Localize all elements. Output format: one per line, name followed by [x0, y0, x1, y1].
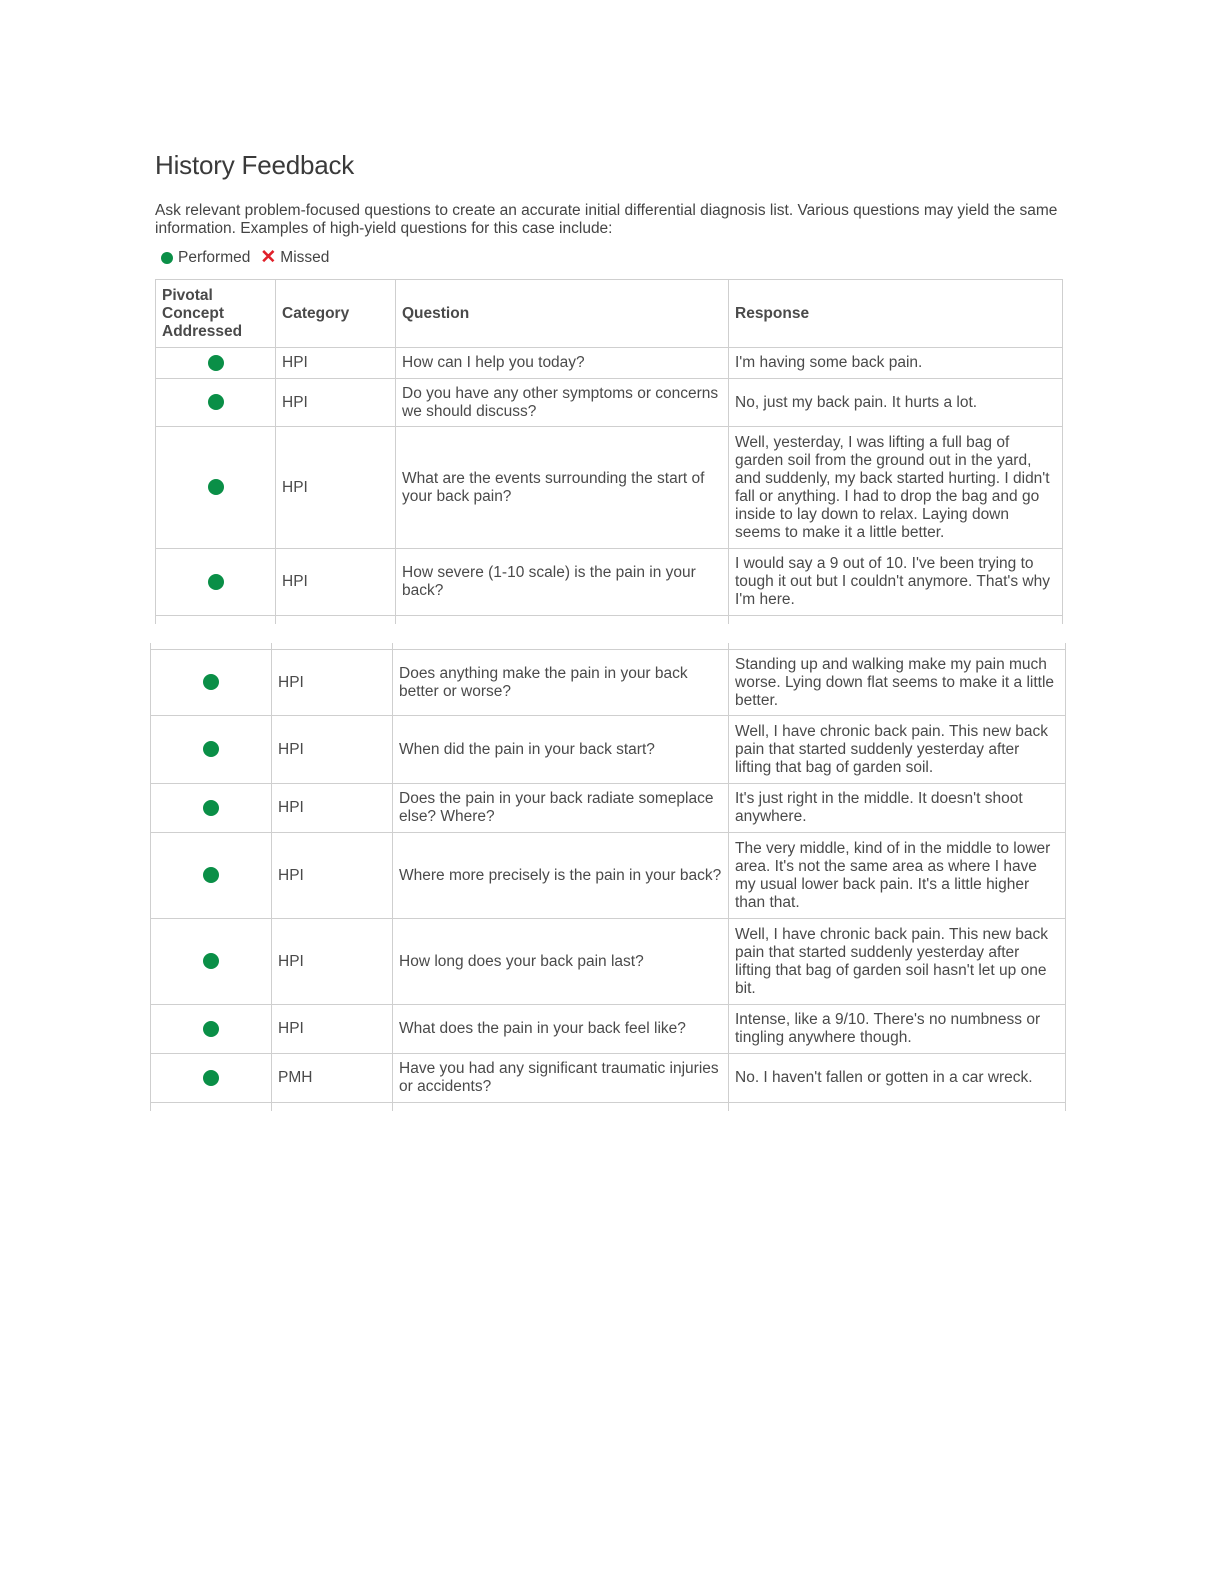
performed-dot-icon [203, 1021, 219, 1037]
performed-dot-icon [203, 953, 219, 969]
category-cell: PMH [272, 1054, 393, 1103]
response-cell: No. I haven't fallen or gotten in a car wreck. [729, 1054, 1066, 1103]
header-pivotal: Pivotal Concept Addressed [156, 280, 276, 348]
question-cell: What does the pain in your back feel like? [393, 1005, 729, 1054]
performed-dot-icon [208, 394, 224, 410]
table-row [156, 379, 1063, 427]
table-row [151, 919, 1066, 1005]
status-cell [156, 549, 276, 616]
intro-text: Ask relevant problem-focused questions to create an accurate initial differential diagnosis list. Various questions may yield the same information. Examples of high-yield questions for this case include: [155, 202, 1058, 237]
question-cell: Does anything make the pain in your back better or worse? [393, 650, 729, 716]
table-row [151, 1054, 1066, 1103]
response-cell: The very middle, kind of in the middle to lower area. It's not the same area as where I have my usual lower back pain. It's a little higher than that. [729, 833, 1066, 919]
question-cell: Where more precisely is the pain in your back? [393, 833, 729, 919]
category-cell: HPI [272, 716, 393, 784]
status-cell [151, 919, 272, 1005]
response-cell: Well, I have chronic back pain. This new back pain that started suddenly yesterday after lifting that bag of garden soil hasn't let up one bit. [729, 919, 1066, 1005]
status-cell [151, 784, 272, 833]
performed-dot-icon [208, 479, 224, 495]
response-cell: I'm having some back pain. [729, 348, 1063, 379]
legend-performed-label: Performed [178, 249, 251, 266]
performed-dot-icon [203, 1070, 219, 1086]
performed-dot-icon [203, 800, 219, 816]
table-row [156, 348, 1063, 379]
status-cell [156, 379, 276, 427]
category-cell: HPI [276, 379, 396, 427]
question-cell: How severe (1-10 scale) is the pain in your back? [396, 549, 729, 616]
category-cell: HPI [272, 784, 393, 833]
legend-missed-label: Missed [280, 249, 330, 266]
performed-dot-icon [203, 674, 219, 690]
status-cell [151, 1054, 272, 1103]
header-category: Category [276, 280, 396, 348]
history-table-part-2 [150, 643, 1066, 1111]
response-cell: Intense, like a 9/10. There's no numbness or tingling anywhere though. [729, 1005, 1066, 1054]
table-row [156, 549, 1063, 616]
category-cell: HPI [272, 833, 393, 919]
status-cell [151, 833, 272, 919]
page-title: History Feedback [155, 150, 355, 180]
table-header-row [156, 280, 1063, 348]
question-cell: Have you had any significant traumatic injuries or accidents? [393, 1054, 729, 1103]
response-cell: No, just my back pain. It hurts a lot. [729, 379, 1063, 427]
header-response: Response [729, 280, 1063, 348]
performed-dot-icon [203, 741, 219, 757]
table-row [156, 427, 1063, 549]
question-cell: How long does your back pain last? [393, 919, 729, 1005]
question-cell: When did the pain in your back start? [393, 716, 729, 784]
question-cell: Does the pain in your back radiate someplace else? Where? [393, 784, 729, 833]
status-cell [151, 1005, 272, 1054]
header-question: Question [396, 280, 729, 348]
question-cell: Do you have any other symptoms or concerns we should discuss? [396, 379, 729, 427]
table-row [151, 716, 1066, 784]
question-cell: What are the events surrounding the start of your back pain? [396, 427, 729, 549]
response-cell: It's just right in the middle. It doesn't shoot anywhere. [729, 784, 1066, 833]
table-row [151, 833, 1066, 919]
response-cell: Well, yesterday, I was lifting a full bag of garden soil from the ground out in the yard, and suddenly, my back started hurting. I didn't fall or anything. I had to drop the bag and go inside to lay down to relax. Laying down seems to make it a little better. [729, 427, 1063, 549]
table-page-break [151, 1103, 1066, 1112]
question-cell: How can I help you today? [396, 348, 729, 379]
response-cell: I would say a 9 out of 10. I've been trying to tough it out but I couldn't anymore. That's why I'm here. [729, 549, 1063, 616]
table-row [151, 650, 1066, 716]
history-table-part-1 [155, 279, 1063, 624]
status-cell [151, 716, 272, 784]
category-cell: HPI [272, 1005, 393, 1054]
status-cell [156, 427, 276, 549]
category-cell: HPI [276, 348, 396, 379]
performed-dot-icon [203, 867, 219, 883]
category-cell: HPI [272, 650, 393, 716]
category-cell: HPI [276, 549, 396, 616]
status-cell [156, 348, 276, 379]
table-row [151, 1005, 1066, 1054]
category-cell: HPI [276, 427, 396, 549]
performed-dot-icon [208, 574, 224, 590]
table-page-break [156, 616, 1063, 625]
response-cell: Well, I have chronic back pain. This new back pain that started suddenly yesterday after lifting that bag of garden soil. [729, 716, 1066, 784]
performed-dot-icon [161, 252, 173, 264]
performed-dot-icon [208, 355, 224, 371]
category-cell: HPI [272, 919, 393, 1005]
table-row [151, 784, 1066, 833]
response-cell: Standing up and walking make my pain much worse. Lying down flat seems to make it a little better. [729, 650, 1066, 716]
status-cell [151, 650, 272, 716]
legend [161, 249, 329, 267]
missed-x-icon: ✕ [260, 247, 277, 268]
